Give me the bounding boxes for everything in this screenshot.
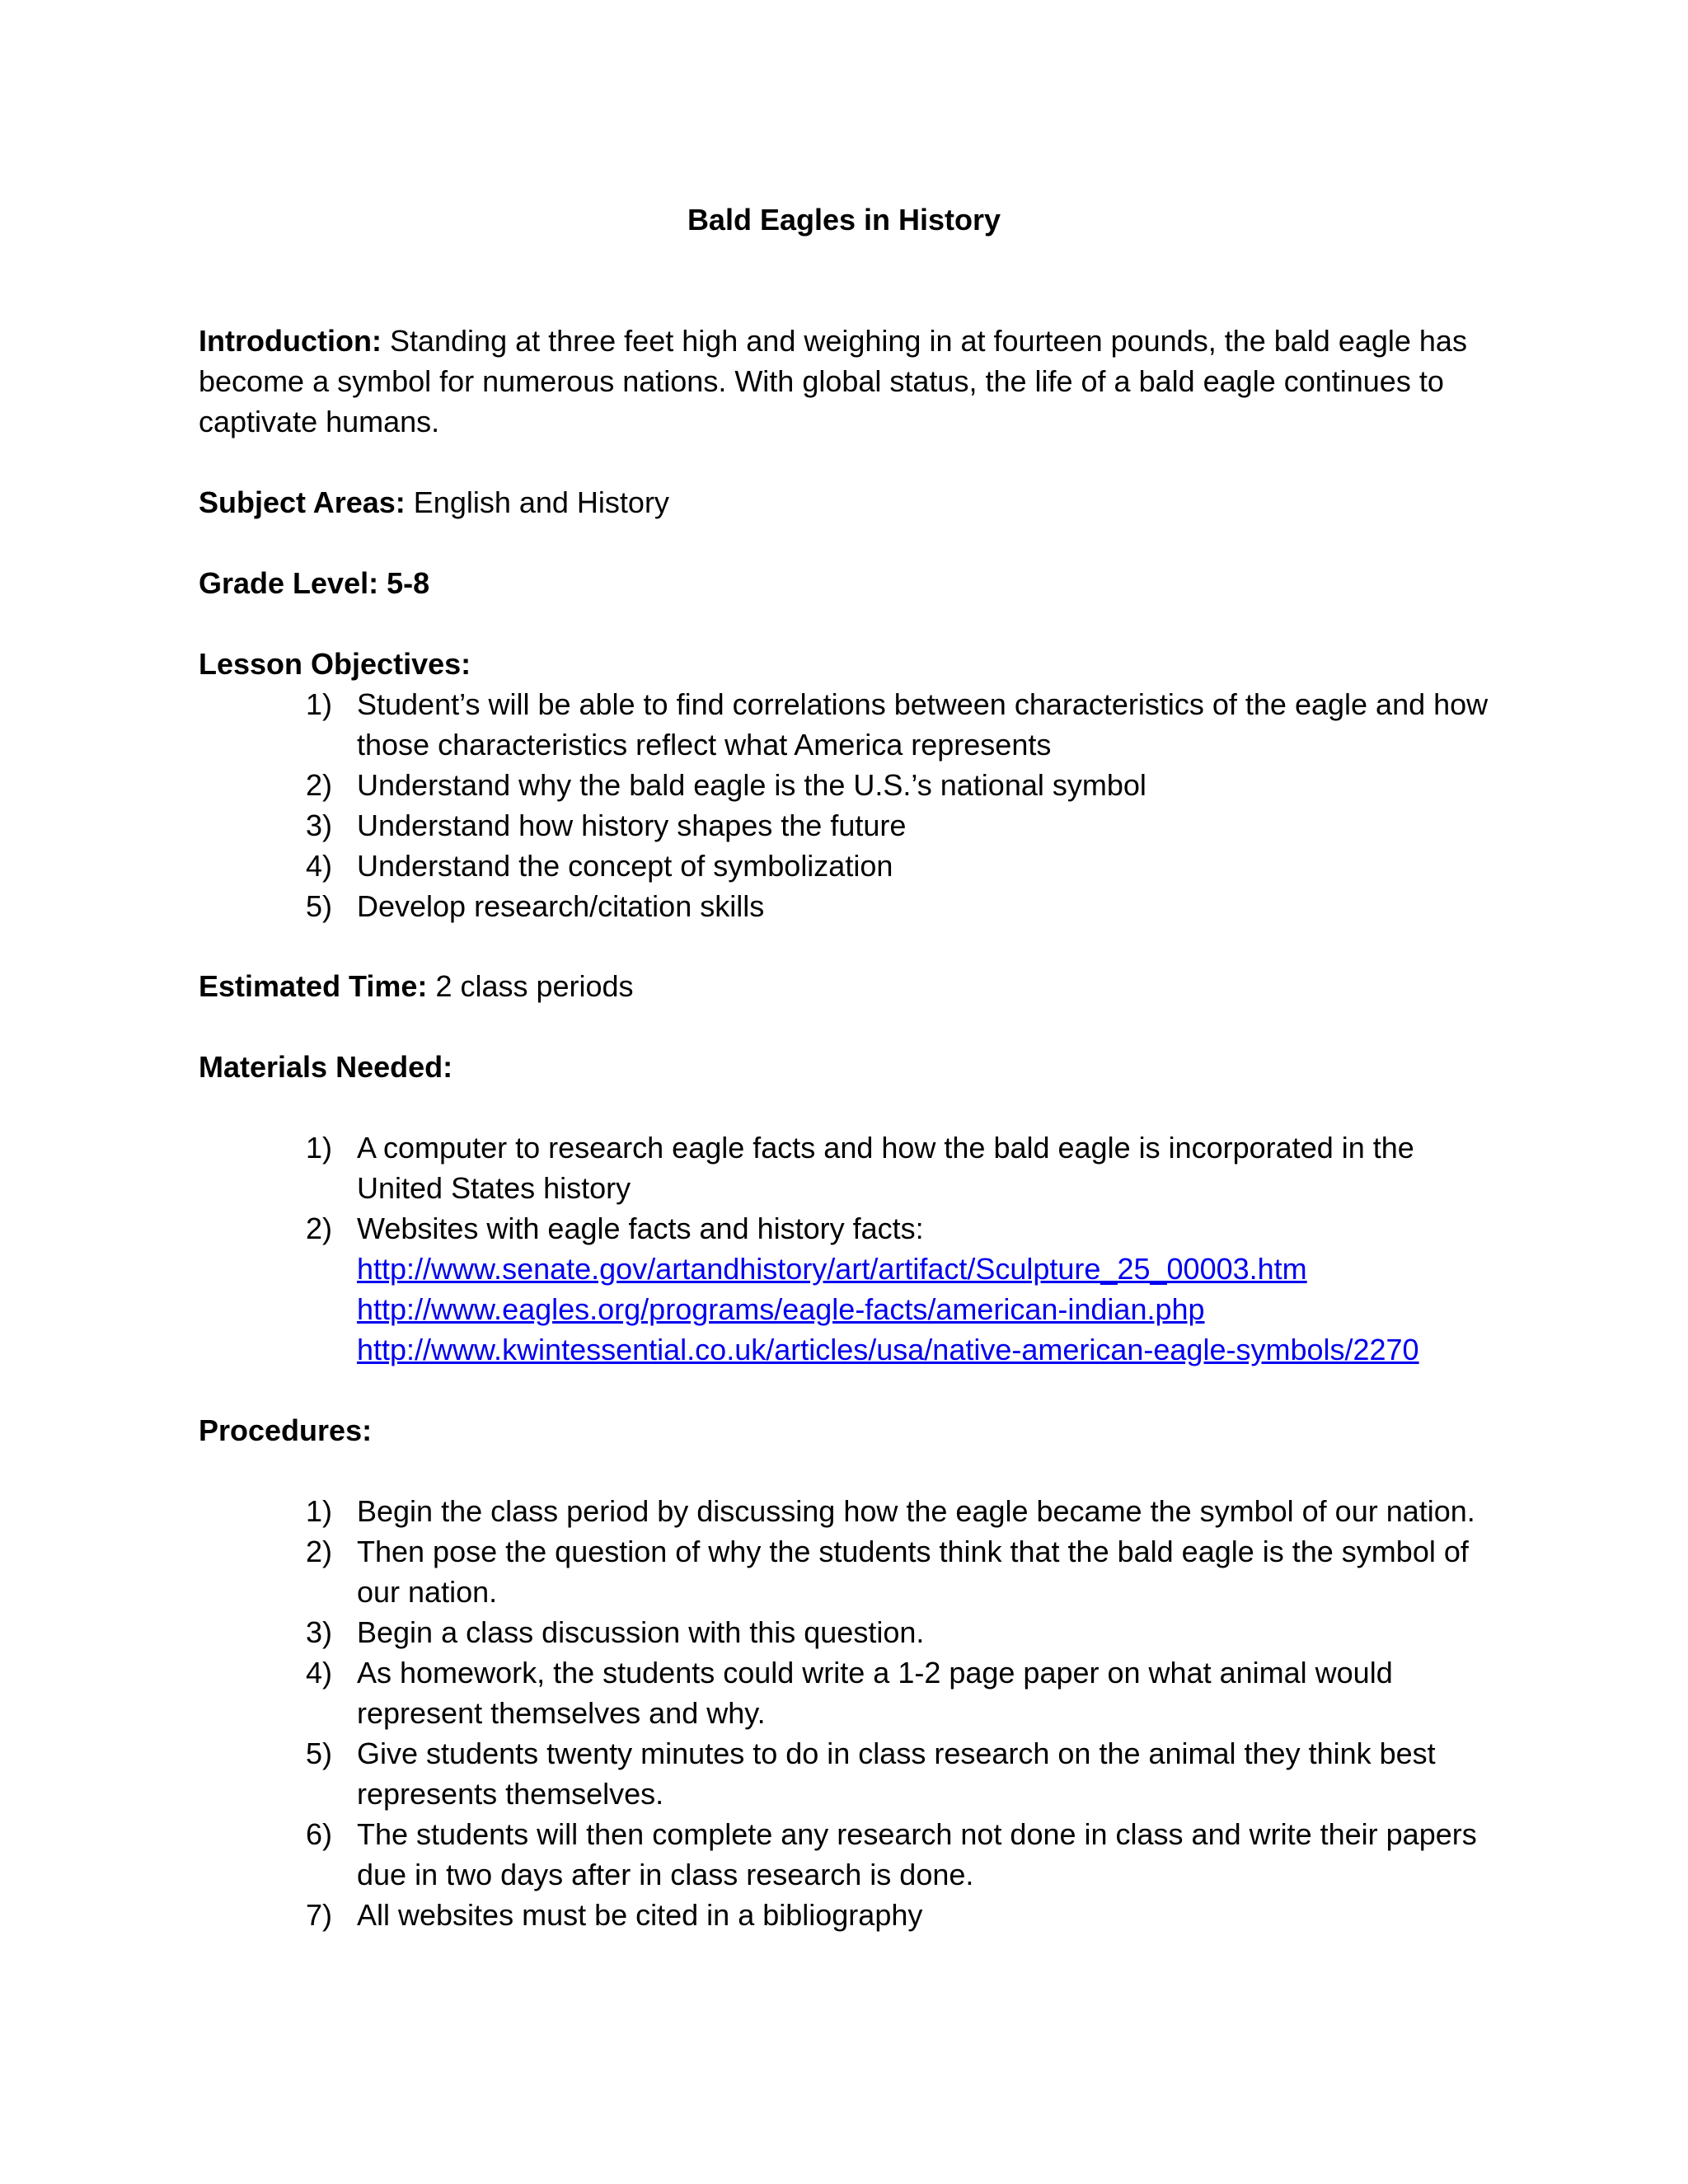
list-item-text: A computer to research eagle facts and how the bald eagle is incorporated in the United States history bbox=[357, 1131, 1414, 1205]
subject-areas-label: Subject Areas: bbox=[199, 485, 406, 519]
lesson-objectives-list bbox=[306, 684, 1493, 926]
list-number: 7) bbox=[306, 1898, 333, 1932]
list-number: 4) bbox=[306, 1656, 333, 1690]
senate-link[interactable]: http://www.senate.gov/artandhistory/art/artifact/Sculpture_25_00003.htm bbox=[357, 1252, 1307, 1286]
procedures-section bbox=[199, 1410, 1501, 1451]
list-item-text: As homework, the students could write a 1-2 page paper on what animal would represent themselves and why. bbox=[357, 1656, 1393, 1730]
list-item bbox=[306, 846, 1493, 886]
introduction-text: Standing at three feet high and weighing in at fourteen pounds, the bald eagle has become a symbol for numerous nations. With global status, the life of a bald eagle continues to captivate humans. bbox=[199, 324, 1467, 438]
list-number: 5) bbox=[306, 1736, 333, 1770]
list-number: 1) bbox=[306, 1494, 333, 1528]
list-item-text: Develop research/citation skills bbox=[357, 889, 765, 923]
subject-areas-section bbox=[199, 482, 1501, 523]
list-item-text: Understand why the bald eagle is the U.S.’s national symbol bbox=[357, 768, 1146, 802]
introduction-label: Introduction: bbox=[199, 324, 382, 358]
estimated-time-label: Estimated Time: bbox=[199, 969, 428, 1003]
list-number: 5) bbox=[306, 889, 333, 923]
materials-needed-label: Materials Needed: bbox=[199, 1050, 453, 1084]
list-number: 1) bbox=[306, 1131, 333, 1165]
list-number: 3) bbox=[306, 1615, 333, 1649]
list-item-text: The students will then complete any research not done in class and write their papers due in two days after in class research is done. bbox=[357, 1817, 1477, 1891]
list-item bbox=[306, 684, 1493, 765]
list-item-text: Begin the class period by discussing how the eagle became the symbol of our nation. bbox=[357, 1494, 1475, 1528]
page-title: Bald Eagles in History bbox=[687, 203, 1001, 237]
list-number: 4) bbox=[306, 849, 333, 883]
list-item bbox=[306, 1895, 1493, 1935]
list-number: 6) bbox=[306, 1817, 333, 1851]
list-item-text: Student’s will be able to find correlations between characteristics of the eagle and how those characteristics reflect what America represents bbox=[357, 687, 1489, 762]
list-item bbox=[306, 1208, 1493, 1370]
list-item-text: Websites with eagle facts and history facts: bbox=[357, 1212, 924, 1245]
list-number: 2) bbox=[306, 1535, 333, 1568]
list-item bbox=[306, 805, 1493, 846]
list-number: 1) bbox=[306, 687, 333, 721]
procedures-label: Procedures: bbox=[199, 1413, 373, 1447]
list-item-text: Begin a class discussion with this question. bbox=[357, 1615, 925, 1649]
list-item bbox=[306, 765, 1493, 805]
lesson-objectives-section bbox=[199, 644, 1501, 684]
list-number: 2) bbox=[306, 768, 333, 802]
list-item bbox=[306, 1733, 1493, 1814]
list-item bbox=[306, 1814, 1493, 1895]
kwintessential-link[interactable]: http://www.kwintessential.co.uk/articles/usa/native-american-eagle-symbols/2270 bbox=[357, 1333, 1419, 1366]
list-item-text: Understand the concept of symbolization bbox=[357, 849, 893, 883]
materials-needed-list bbox=[306, 1127, 1493, 1370]
list-item-text: All websites must be cited in a bibliography bbox=[357, 1898, 923, 1932]
list-item bbox=[306, 1491, 1493, 1531]
list-item bbox=[306, 1612, 1493, 1652]
list-item bbox=[306, 1127, 1493, 1208]
list-item-text: Then pose the question of why the students think that the bald eagle is the symbol of our nation. bbox=[357, 1535, 1469, 1609]
list-item bbox=[306, 1531, 1493, 1612]
grade-level-label: Grade Level: 5-8 bbox=[199, 566, 430, 600]
list-number: 2) bbox=[306, 1212, 333, 1245]
list-item-text: Give students twenty minutes to do in class research on the animal they think best represents themselves. bbox=[357, 1736, 1436, 1811]
eagles-org-link[interactable]: http://www.eagles.org/programs/eagle-facts/american-indian.php bbox=[357, 1292, 1205, 1326]
list-number: 3) bbox=[306, 808, 333, 842]
introduction-section bbox=[199, 321, 1501, 442]
estimated-time-text: 2 class periods bbox=[435, 969, 634, 1003]
grade-level-section bbox=[199, 563, 1501, 603]
list-item bbox=[306, 1652, 1493, 1733]
list-item bbox=[306, 886, 1493, 926]
list-item-text: Understand how history shapes the future bbox=[357, 808, 907, 842]
materials-needed-section bbox=[199, 1047, 1501, 1087]
subject-areas-text: English and History bbox=[413, 485, 669, 519]
lesson-objectives-label: Lesson Objectives: bbox=[199, 647, 471, 681]
estimated-time-section bbox=[199, 966, 1501, 1006]
procedures-list bbox=[306, 1491, 1493, 1935]
